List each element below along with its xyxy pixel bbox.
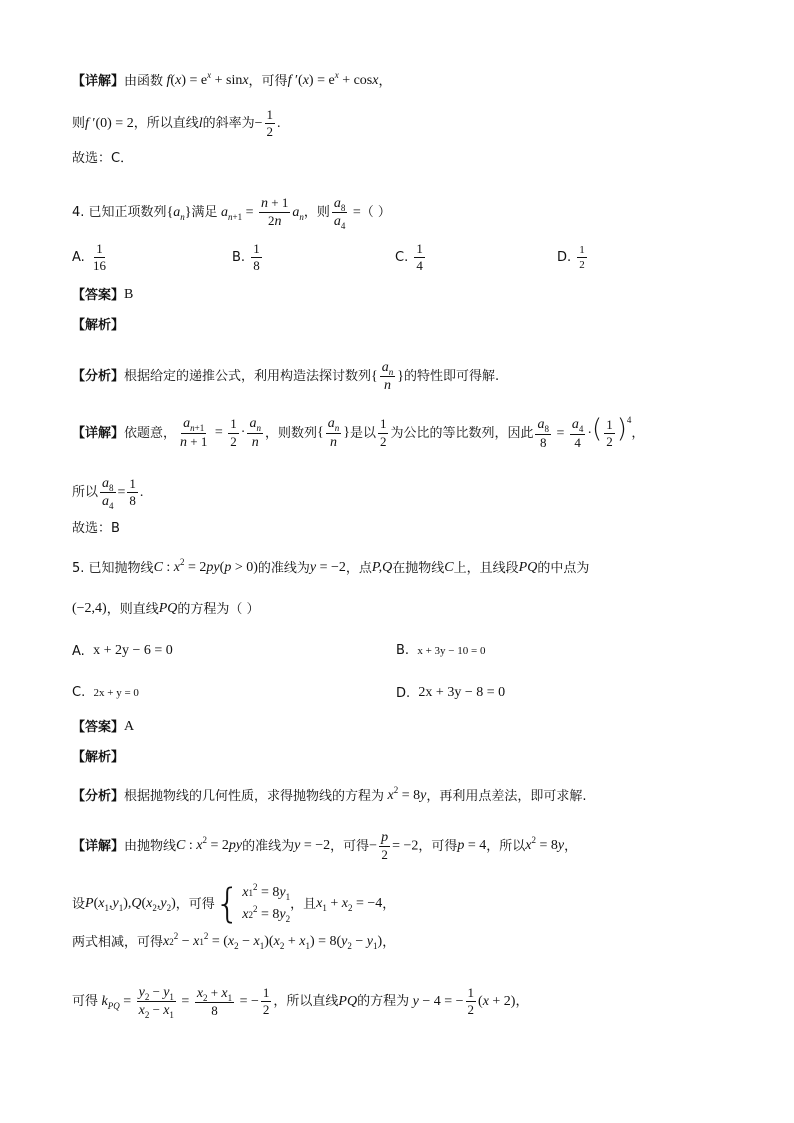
- q5-set: 设 $P(x_1,y_1),Q(x_2,y_2)$ ，可得 { $x1^2 = 8y_1$ $x2^2 = 8y_2$ ，且 $x_1 + x_2 = -4$ ，: [72, 881, 396, 928]
- q4-choose: 故选：B: [72, 521, 120, 536]
- math-f-prime-zero: f ′(0) = 2: [85, 115, 134, 131]
- q5-detail: 【详解】 由抛物线 C : $x^2 = 2py$ 的准线为 y = −2 ，可得 − $\frac{p}{2}$ = −2 ，可得 p = 4 ，所以 $x^2 = 8y$ ，: [72, 830, 578, 863]
- detail-line-1: 【详解】 由函数 $f(x) = e^x + \sin x$ ，可得 f $'(x) = e^x + \cos x$ ，: [72, 70, 392, 89]
- math-seq: $\{a_n\}$: [166, 204, 192, 222]
- math-geometric: $\frac{a_8}{8}$ = $\frac{a_4}{4}$ ·( $\frac{1}{2}$ )$^4$: [537, 414, 632, 450]
- math-f-def: $f(x) = e^x + \sin x$: [166, 70, 249, 88]
- math-slope: − $\frac{1}{2}$ .: [254, 107, 281, 140]
- math-kpq: $k_{PQ}$ = $\frac{y_2 - y_1}{x_2 - x_1}$ = $\frac{x_2 + x_1}{8}$ = − $\frac{1}{2}$: [101, 984, 270, 1021]
- q4-jiexi: 【解析】: [72, 318, 125, 333]
- math-an-over-n-2: { $\frac{a_n}{n}$ }: [316, 416, 350, 450]
- q5-stem-2: (−2,4) ，则直线 PQ 的方程为（ ）: [72, 601, 260, 617]
- q5-slope: 可得 $k_{PQ}$ = $\frac{y_2 - y_1}{x_2 - x_1}$ = $\frac{x_2 + x_1}{8}$ = − $\frac{1}{2}$ ，所以直线 PQ 的方程为 y − 4 = − $\frac{1}{2}$ (x + 2) ，: [72, 984, 529, 1021]
- q5-jiexi: 【解析】: [72, 750, 125, 765]
- math-line-l: l: [198, 115, 203, 131]
- q4-answer: 【答案】 B: [72, 287, 134, 303]
- brace-icon: {: [214, 881, 241, 928]
- q4-detail: 【详解】 依题意， $\frac{a_{n+1}}{n + 1}$ = $\frac{1}{2}$ · $\frac{a_n}{n}$ ，则数列 { $\frac{a_n}{n}$ } 是以 $\frac{1}{2}$ 为公比的等比数列，因此 $\frac{a_8}{8}$ = $\frac{a_4}{4}$ ·( $\frac{1}{2}$ )$^4$ ，: [72, 414, 645, 450]
- detail-label: 【详解】: [72, 73, 125, 89]
- q5-analysis: 【分析】 根据抛物线的几何性质，求得抛物线的方程为 $x^2 = 8y$ ，再利用点差法，即可求解.: [72, 785, 587, 804]
- math-pq: PQ: [518, 560, 538, 575]
- math-line-eq: y − 4 = − $\frac{1}{2}$ (x + 2): [412, 985, 516, 1018]
- math-result: $\frac{a_8}{a_4}$ = $\frac{1}{8}$ .: [102, 476, 144, 512]
- math-ratio: $\frac{a_8}{a_4}$ =: [333, 196, 361, 232]
- q5-option-a[interactable]: A. x + 2y − 6 = 0: [72, 643, 173, 659]
- math-an-over-n: { $\frac{a_n}{n}$ }: [371, 360, 404, 394]
- math-points: $P(x_1,y_1),Q(x_2,y_2)$: [85, 896, 176, 914]
- q5-stem-1: 5. 已知抛物线 C : $x^2 = 2py(p > 0)$ 的准线为 y = −2 ，点 P,Q 在抛物线 C 上，且线段 PQ 的中点为: [72, 557, 590, 576]
- math-directrix: y = −2: [309, 560, 346, 575]
- detail-line-2: 则 f ′(0) = 2 ，所以直线 l 的斜率为 − $\frac{1}{2}$ .: [72, 107, 281, 140]
- math-recurrence: $a_{n+1}$ = $\frac{n + 1}{2n}$ $a_n$: [221, 195, 304, 230]
- math-ratio-eq: $\frac{a_{n+1}}{n + 1}$ = $\frac{1}{2}$ · $\frac{a_n}{n}$: [180, 416, 261, 450]
- choose-line-1: 故选：C．: [72, 151, 134, 166]
- q4-option-c[interactable]: C. $\frac{1}{4}$: [395, 241, 423, 274]
- q5-subtract: 两式相减，可得 $x2^2 - x1^2 = (x_2 - x_1)(x_2 + x_1) = 8(y_2 - y_1)$ ，: [72, 931, 396, 951]
- q4-option-d[interactable]: D. $\frac{1}{2}$: [557, 244, 585, 272]
- math-parabola: C : $x^2 = 2py(p > 0)$: [153, 557, 258, 575]
- q4-option-b[interactable]: B. $\frac{1}{8}$: [232, 241, 260, 274]
- math-f-derivative: f $'(x) = e^x + \cos x$: [287, 70, 379, 88]
- q4-option-a[interactable]: A. $\frac{1}{16}$: [72, 241, 106, 274]
- q5-option-d[interactable]: D. 2x + 3y − 8 = 0: [396, 685, 506, 701]
- math-difference: $x2^2 - x1^2 = (x_2 - x_1)(x_2 + x_1) = 8(y_2 - y_1)$: [163, 931, 383, 951]
- q5-answer: 【答案】 A: [72, 719, 135, 735]
- q4-so: 所以 $\frac{a_8}{a_4}$ = $\frac{1}{8}$ .: [72, 476, 144, 512]
- math-midpoint: (−2,4): [72, 601, 107, 616]
- q4-analysis: 【分析】 根据给定的递推公式，利用构造法探讨数列 { $\frac{a_n}{n}$ } 的特性即可得解.: [72, 360, 500, 394]
- q5-option-b[interactable]: B. x + 3y − 10 = 0: [396, 643, 486, 658]
- math-pq-points: P,Q: [371, 560, 393, 575]
- math-x2-8y: $x^2 = 8y$: [387, 785, 427, 803]
- q4-stem: 4. 已知正项数列 $\{a_n\}$ 满足 $a_{n+1}$ = $\frac{n + 1}{2n}$ $a_n$ ，则 $\frac{a_8}{a_4}$ = （ ）: [72, 195, 391, 232]
- math-c: C: [444, 560, 454, 575]
- math-system: $x1^2 = 8y_1$ $x2^2 = 8y_2$: [242, 882, 291, 925]
- q5-option-c[interactable]: C. 2x + y = 0: [72, 685, 139, 700]
